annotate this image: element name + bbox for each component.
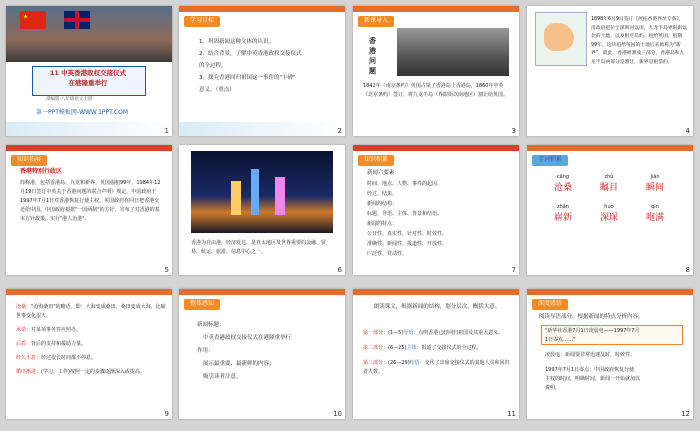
section-tag: 知识积累 xyxy=(358,155,394,166)
structure-item xyxy=(363,344,513,353)
slide-number: 10 xyxy=(333,409,342,418)
objective-line: 的全过程。 xyxy=(199,63,227,69)
word-item xyxy=(591,173,627,194)
slide-8[interactable] xyxy=(527,145,693,275)
word-item xyxy=(545,203,581,224)
part-label: 第二部分： xyxy=(363,345,389,351)
section-heading: 新闻六要素： xyxy=(367,170,401,176)
slide-number: 12 xyxy=(681,409,690,418)
pinyin: jiān xyxy=(650,174,660,180)
slide-9[interactable] xyxy=(6,289,172,419)
word: 沧桑 xyxy=(553,182,572,193)
vocab-list xyxy=(16,303,166,377)
slide-5[interactable] xyxy=(6,145,172,275)
slide-number: 5 xyxy=(164,265,169,274)
part-desc: 点明香港已经回归祖国及其重大意义。 xyxy=(418,330,504,336)
bottom-decoration xyxy=(6,122,172,136)
vocab-item xyxy=(16,368,166,377)
slide-1[interactable] xyxy=(6,6,172,136)
slide-10[interactable] xyxy=(179,289,345,419)
analysis-list xyxy=(545,327,681,393)
overview-line: 吸引读者注意。 xyxy=(203,374,242,380)
slide-6[interactable] xyxy=(179,145,345,275)
part-range: (6—25) xyxy=(388,345,407,351)
pinyin: zhǔ xyxy=(604,174,614,180)
top-bar xyxy=(353,6,519,12)
analysis-line: 1日零点……" xyxy=(545,337,576,343)
top-bar xyxy=(179,6,345,12)
history-paragraph: 1842年《南京条约》英国占领了香港岛土香港岛，1860年中英《北京条约》签订，将九龙半岛（界限街以南地区）割让给英国。 xyxy=(363,83,509,98)
pinyin: qìn xyxy=(651,204,659,210)
analysis-line: 1997年7月1日零点：中国政府恢复行使 xyxy=(545,367,635,373)
vocab-item xyxy=(16,340,166,349)
slide-number: 4 xyxy=(685,126,690,135)
vocab-term: 后盾： xyxy=(16,341,32,347)
slide-number: 7 xyxy=(511,265,516,274)
treaty-photo xyxy=(397,28,509,76)
word-item xyxy=(591,203,627,224)
vocab-def: 对某项事务答应照办。 xyxy=(31,327,82,333)
vocab-term: 经久不息： xyxy=(16,355,42,361)
slide-number: 2 xyxy=(337,126,342,135)
structure-list xyxy=(363,329,513,377)
section-heading: 香港特别行政区 xyxy=(20,168,63,175)
overview-line: 展示最重要、最新鲜的内容； xyxy=(203,361,275,367)
slide-3[interactable] xyxy=(353,6,519,136)
slide-number: 9 xyxy=(164,409,169,418)
knowledge-line: 公开性、真实性、针对性、时效性、 xyxy=(367,231,448,237)
hk-paragraph: 简称港，包括香港岛、九龙和新界。英国强租99年，1984年12月19日签订中英关于香港问题的联合声明》规定，中国政府于1997年7月1日对香港恢复行使主权，英国政府在同日把香港交还给中国。中国政府根据"一国两制"的方针，宣布了对香港的基本方针政策，实行"港人治港"。 xyxy=(20,180,161,222)
vertical-title: 香港问题 xyxy=(369,37,376,75)
vocab-item xyxy=(16,354,166,363)
knowledge-line: 标题、导语、主体、背景和结语。 xyxy=(367,211,443,217)
vocab-item xyxy=(16,326,166,335)
word: 崭新 xyxy=(553,212,572,223)
section-tag: 字词积累 xyxy=(532,155,568,166)
top-bar xyxy=(527,289,693,295)
knowledge-list xyxy=(367,179,511,259)
top-bar xyxy=(6,145,172,151)
objective-line: 1．巩固新闻这种文体的认识。 xyxy=(199,39,275,45)
analysis-line: "新华社香港7月1日凌晨电——1997年7月 xyxy=(545,328,640,334)
top-bar xyxy=(353,145,519,151)
overview-line: 中英香港政权交接仪式在港隆重举行 xyxy=(203,335,292,341)
top-bar xyxy=(179,289,345,295)
hk-skyline-photo xyxy=(191,151,333,233)
slide-2[interactable] xyxy=(179,6,345,136)
uk-flag-icon xyxy=(64,11,90,29)
slide-number: 11 xyxy=(507,409,516,418)
vocab-def: "沧海桑田"的略语。即：大海变成桑田，桑田变成大海，比喻世事变化很大。 xyxy=(16,304,166,319)
pinyin: cāng xyxy=(556,174,570,180)
vocab-def: 背后的支持和援助力量。 xyxy=(31,341,87,347)
china-flag-icon xyxy=(20,11,46,29)
word: 咆满 xyxy=(645,212,664,223)
part-desc: 交代了出席交接仪式的其他人员和回归者人数。 xyxy=(363,360,510,375)
map-image xyxy=(535,12,587,66)
slide-7[interactable] xyxy=(353,145,519,275)
word: 瞩目 xyxy=(599,182,618,193)
knowledge-line: 新闻的特点： xyxy=(367,221,398,227)
skyline-caption: 香港为自由港，经济发达，是亚太地区及世界重要的金融、贸易、航运、旅游、信息中心之一。 xyxy=(191,240,327,255)
word-item xyxy=(637,203,673,224)
objective-line: 2．结合背景，了解中英香港政权交接仪式 xyxy=(199,51,302,57)
slide-footer: 第一PPT模板网-WWW.1PPT.COM xyxy=(36,109,129,116)
slide-4[interactable] xyxy=(527,6,693,136)
objective-line: 意义。（重点） xyxy=(199,87,235,93)
section-tag: 学习目标 xyxy=(184,16,220,27)
knowledge-line: 准确性、新闻性、报道性、开放性、 xyxy=(367,241,448,247)
part-desc: 报道了交接仪式的全过程。 xyxy=(421,345,482,351)
knowledge-line: 时间、地点、人物、事件的起因、 xyxy=(367,181,443,187)
pinyin: zhǎn xyxy=(556,204,570,210)
section-tag: 知识拓展 xyxy=(11,155,47,166)
analysis-line: 主权的时间，明确时间，新闻一开始就加以 xyxy=(545,376,641,382)
word-item xyxy=(545,173,581,194)
slide-12[interactable] xyxy=(527,289,693,419)
slide-number: 8 xyxy=(685,265,690,274)
objectives-list xyxy=(199,36,339,96)
question-text: 阅读导语部分，根据新闻的特点分析内容。 xyxy=(539,314,644,320)
vocab-term: 承诺： xyxy=(16,327,32,333)
part-label: 第一部分： xyxy=(363,330,389,336)
analysis-line: 说明。 xyxy=(545,385,561,391)
part-label: 第三部分： xyxy=(363,360,389,366)
word: 深琛 xyxy=(599,212,618,223)
pinyin: huò xyxy=(604,204,614,210)
knowledge-line: 新闻的结构： xyxy=(367,201,398,207)
slide-title: 11 中英香港政权交接仪式 在港隆重举行 xyxy=(49,69,127,87)
slide-number: 1 xyxy=(164,126,169,135)
section-tag: 整体感知 xyxy=(184,299,220,310)
intro-text: 朗读课文，根据新闻的结构，划分层次，概括大意。 xyxy=(373,304,501,310)
word-item xyxy=(637,173,673,194)
part-type: 结语： xyxy=(409,360,425,366)
vocab-item xyxy=(16,303,166,321)
analysis-line: 凌晨电：新闻要非常迅速及时，时效性。 xyxy=(545,352,636,358)
vocab-def: 经过很长时间都不停息。 xyxy=(41,355,97,361)
vocab-def: (学习、工作)按照一定的步骤逐渐深入或提高。 xyxy=(41,369,145,375)
top-bar xyxy=(6,289,172,295)
vocab-term: 沧桑： xyxy=(16,304,32,310)
slide-subtitle: 部编版·八年级语文上册 xyxy=(46,97,93,102)
part-range: (26—29) xyxy=(388,360,410,366)
word: 瞬间 xyxy=(645,182,664,193)
top-bar xyxy=(353,289,519,295)
part-range: (1—5) xyxy=(388,330,404,336)
slide-number: 6 xyxy=(337,265,342,274)
structure-item xyxy=(363,359,513,377)
structure-item xyxy=(363,329,513,338)
vocab-term: 循序渐进： xyxy=(16,369,42,375)
part-type: 主体： xyxy=(406,345,422,351)
part-type: 导语： xyxy=(403,330,419,336)
knowledge-line: 经过、结果。 xyxy=(367,191,398,197)
overview-list xyxy=(197,319,337,384)
slide-number: 3 xyxy=(511,126,516,135)
bottom-decoration xyxy=(179,122,345,136)
overview-line: 新闻标题： xyxy=(197,322,225,328)
top-bar xyxy=(527,145,693,151)
history-paragraph: 1898年6月9日签订《展拓香港界址专条》，清政府把位于深圳河以南，九龙半岛界限街以北的土地，以及附近岛屿，租给英国，租期99年。这块租给英国的土地后来被称为"新界"。就此，香港被割成三部分，香港岛和九龙半岛两部分是割让，新界是租借的。 xyxy=(591,17,687,65)
section-tag: 新课导入 xyxy=(358,16,394,27)
overview-line: 作用： xyxy=(197,348,214,354)
slide-11[interactable] xyxy=(353,289,519,419)
knowledge-line: 广泛性、党动性。 xyxy=(367,251,408,257)
objective-line: 3．探究香港回归祖国这一事件的"丰碑" xyxy=(199,75,296,81)
section-tag: 深度感悟 xyxy=(532,299,568,310)
